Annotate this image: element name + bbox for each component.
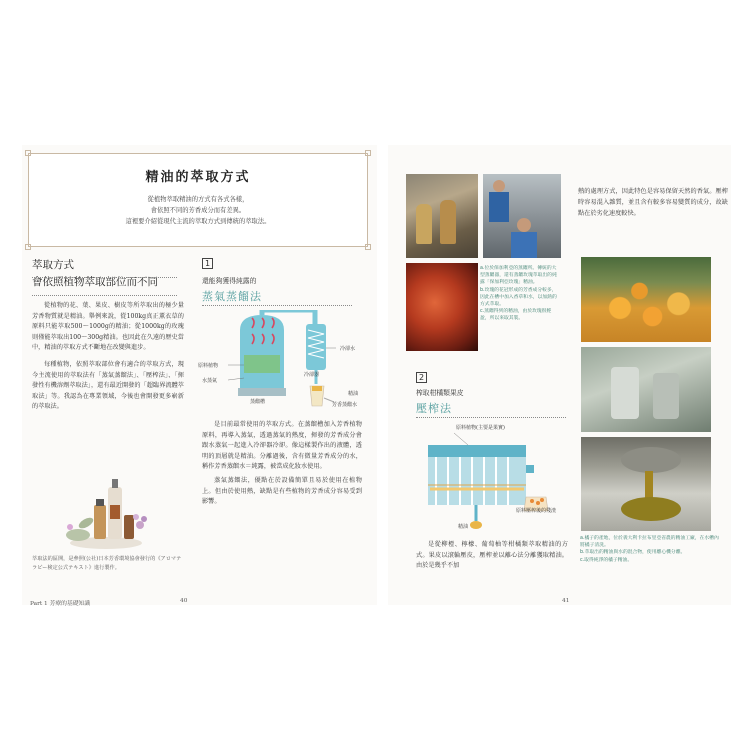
diagram-label-hydrosol: 芳香蒸餾水 [332, 402, 358, 408]
paragraph: 是從柳橙、檸檬、葡萄柚等柑橘類萃取精油的方式。果皮以滾輪壓皮，壓榨並以離心法分離獲取精油。由於是幾乎不加 [416, 541, 568, 570]
paragraph: 蒸氣蒸餾法，優點在於設備簡單且易於使用在植物上。但由於使用熱，缺點是有些植物的芳香成分容易受到影響。 [202, 476, 362, 506]
paragraph: 是目前最常使用的萃取方式。在蒸餾槽加入芳香植物原料，再導入蒸氣，透過蒸氣的熱度，揮發的芳香成分會跟水蒸氣一起進入冷卻器冷卻。像這樣製作出的液體，透明的頂層就是精油。分離過後，含有微量芳香成分的水，稱作芳香蒸餾水＝純露，被當成化妝水使用。 [202, 421, 362, 471]
steam-distillation-diagram [200, 310, 370, 415]
method-body [416, 540, 568, 572]
oranges-photo [581, 257, 711, 342]
diagram-label-condenser: 冷卻器 [304, 372, 320, 378]
page-number: 41 [562, 598, 570, 604]
diagram-label-steam: 水蒸氣 [202, 378, 218, 384]
diagram-label-raw: 原料植物(主要是果實) [456, 425, 505, 431]
paragraph: 每種植物，依照萃取部位會有適合的萃取方式，現今主流使用的萃取法有「蒸氣蒸餾法」、「壓榨法」、「揮發性有機溶劑萃取法」，還有最近開發的「超臨界流體萃取法」等。我認為在專業領域，今後也會開發更多嶄新的萃取法。 [32, 360, 184, 411]
paragraph: 從植物的花、葉、果皮、樹皮等所萃取出的極少量芳香物質就是精油。舉例來說，從100kg真正薰衣草的原料只能萃取500～1000g的精油；從1000kg的玫瑰則僅能萃取出100～300g精油。也因此在久遠的歷史當中，精油的萃取方式不斷地在改變與進步。 [32, 302, 184, 352]
page-number: 40 [180, 598, 188, 604]
diagram-label-still: 蒸餾槽 [250, 399, 266, 405]
body-text-continued: 熱的處理方式，因此特色是容易保留天然的香氣。壓榨時容易混入雜質，並且含有較多容易變質的成分，故缺點在於劣化速度較快。 [578, 188, 728, 217]
distillery-photo [406, 174, 478, 258]
method-title: 壓榨法 [416, 402, 452, 415]
diagram-label-oil: 精油 [348, 391, 359, 397]
rose-petals-photo [406, 263, 478, 351]
centrifuge-photo [581, 347, 711, 432]
method-number-badge: 2 [416, 372, 427, 383]
method-subtitle: 榨取柑橘類果皮 [416, 389, 464, 397]
caption-top: a.位於保加利亞的蒸餾所。傳統的大型蒸餾器，還有蒸餾玫瑰萃取出的純露「保加利亞玫瑰」精油。 b.玫瑰的花冠形成的芳香成分較多，因此在槽中加入香草和水，以加熱的方式萃取。 c.蒸餾得到的精油，由於玫瑰很輕盈，所以來取其裝。 [480, 266, 557, 322]
section-heading: 萃取方式 會依照植物萃取部位而不同 [32, 259, 158, 288]
title-box [28, 153, 368, 247]
diagram-label-squeezed: 原料壓榨後的殘渣 [516, 508, 557, 514]
cold-press-diagram [418, 425, 568, 535]
diagram-label-plant: 原料植物 [198, 363, 219, 369]
method-number-badge: 1 [202, 258, 213, 269]
body-text [32, 301, 184, 419]
essential-oil-bottles-illustration [56, 475, 156, 555]
worker-photo [483, 174, 561, 258]
intro-text: 從植物萃取精油的方式有各式各樣， 會依照不同的芳香成分而有差異。 這裡要介紹從現代主流的萃取方式到傳統的萃取法。 [125, 196, 271, 225]
footnote: 萃取法的區開，是參照(公社)日本芳香環境協會發行的《アロマテラピー検定公式テキスト》進行製作。 [32, 556, 182, 571]
folio-label: Part 1 芳療的基礎知識 [30, 601, 91, 607]
diagram-label-cooling-water: 冷卻水 [340, 346, 356, 352]
oil-pouring-photo [581, 437, 711, 531]
diagram-label-oil: 精油 [458, 524, 469, 530]
method-title: 蒸氣蒸餾法 [202, 290, 262, 303]
method-subtitle: 還能夠獲得純露的 [202, 277, 257, 285]
left-page [22, 145, 377, 605]
right-page [388, 145, 731, 605]
page-title: 精油的萃取方式 [145, 170, 251, 185]
method-body [202, 420, 362, 511]
caption-bottom: a.橘子的產地，位於義大利卡拉布里亞省農的精油工廠，在水槽內將橘子清洗。 b.萃取出的精油與水的混合物，使用離心機分離。 c.取得純淨的橘子精油。 [580, 536, 719, 563]
